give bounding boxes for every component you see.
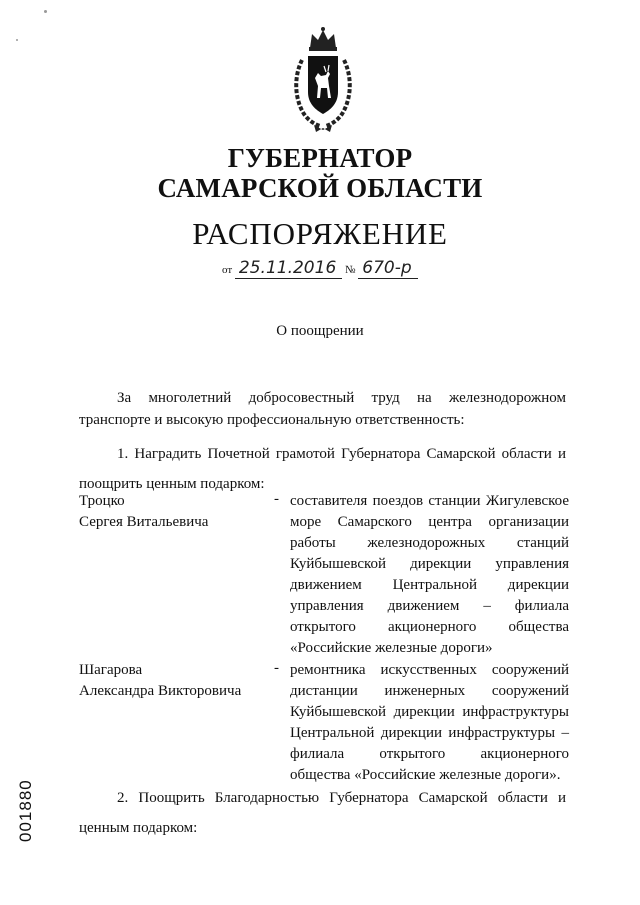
recipient-given-name: Сергея Витальевича <box>79 514 209 530</box>
recipient-surname: Шагарова <box>79 662 143 678</box>
recipient-dash: - <box>274 491 279 507</box>
governor-title: ГУБЕРНАТОР <box>227 143 413 173</box>
date-number-line <box>222 258 418 279</box>
recipient-given-name: Александра Викторовича <box>79 683 242 699</box>
document-subject: О поощрении <box>276 323 364 339</box>
number-label: № <box>345 264 356 276</box>
handwritten-date: 25.11.2016 <box>235 258 342 279</box>
date-prefix-label: от <box>222 264 233 276</box>
scan-dot <box>44 10 47 13</box>
scan-dot <box>16 39 18 41</box>
recipient-name <box>79 660 241 702</box>
registration-stamp-number: 001880 <box>16 779 35 842</box>
recipient-surname: Троцко <box>79 493 125 509</box>
coat-of-arms-icon <box>288 26 358 134</box>
recipient-name <box>79 491 208 533</box>
recipient-dash: - <box>274 660 279 676</box>
recipient-description: ремонтника искусственных сооружений дистанции инженерных сооружений Куйбышевской дирекции инфраструктуры Центральной дирекции инфраструктуры – филиала открытого акционерного общества «Российские железные дороги». <box>290 662 569 783</box>
intro-paragraph: За многолетний добросовестный труд на железнодорожном транспорте и высокую профессиональную ответственность: <box>79 390 566 428</box>
region-title: САМАРСКОЙ ОБЛАСТИ <box>157 173 483 203</box>
item-1-paragraph: 1. Наградить Почетной грамотой Губернатора Самарской области и поощрить ценным подарком: <box>79 446 566 492</box>
item-2-paragraph: 2. Поощрить Благодарностью Губернатора Самарской области и ценным подарком: <box>79 790 566 836</box>
recipient-description: составителя поездов станции Жигулевское море Самарского центра организации работы железнодорожных станций Куйбышевской дирекции управления движением Центральной дирекции управления движением – филиала открытого акционерного общества «Российские железные дороги» <box>290 493 569 656</box>
document-type-heading: РАСПОРЯЖЕНИЕ <box>192 216 448 251</box>
handwritten-number: 670-р <box>358 258 417 279</box>
